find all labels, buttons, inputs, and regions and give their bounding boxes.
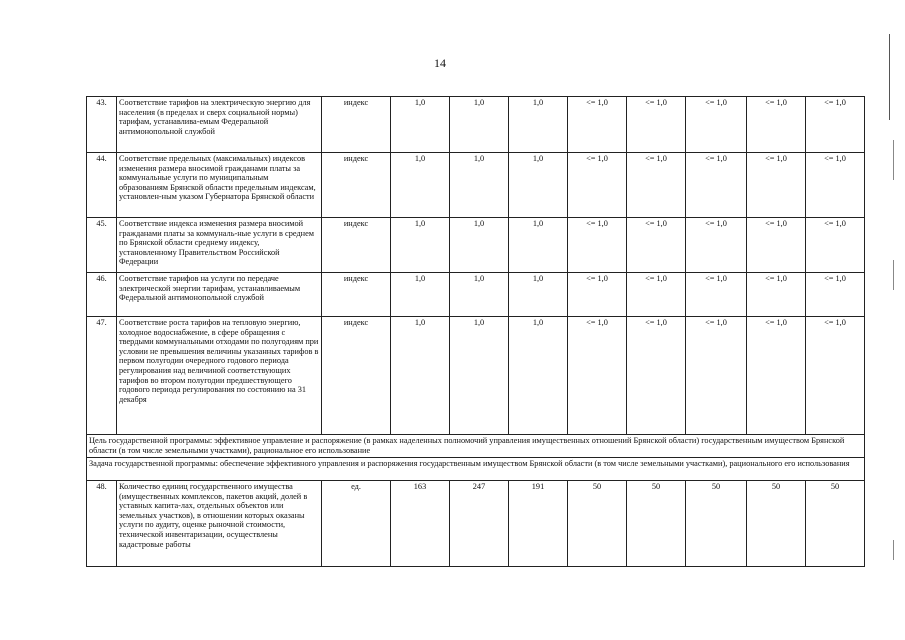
value-cell: <= 1,0 xyxy=(568,97,627,153)
value-cell: 247 xyxy=(450,481,509,567)
value-cell: 50 xyxy=(686,481,747,567)
scan-edge-line xyxy=(889,34,890,120)
value-cell: 191 xyxy=(509,481,568,567)
value-cell: <= 1,0 xyxy=(686,97,747,153)
unit-cell: индекс xyxy=(322,317,391,435)
value-cell: 1,0 xyxy=(450,218,509,273)
value-cell: 1,0 xyxy=(450,317,509,435)
value-cell: <= 1,0 xyxy=(627,273,686,317)
value-cell: 1,0 xyxy=(509,218,568,273)
value-cell: <= 1,0 xyxy=(747,273,806,317)
value-cell: 50 xyxy=(627,481,686,567)
program-task-text: Задача государственной программы: обеспечение эффективного управления и распоряжения государственным имуществом Брянской области (в том числе земельными участками), рационального его использования xyxy=(87,458,865,481)
value-cell: 1,0 xyxy=(509,153,568,218)
indicator-name: Соответствие тарифов на электрическую энергию для населения (в пределах и сверх социальной нормы) тарифам, устанавлива-емым Федеральной антимонопольной службой xyxy=(117,97,322,153)
value-cell: <= 1,0 xyxy=(627,153,686,218)
value-cell: 1,0 xyxy=(391,97,450,153)
table-row xyxy=(87,153,865,218)
value-cell: 50 xyxy=(568,481,627,567)
table-row xyxy=(87,97,865,153)
value-cell: 1,0 xyxy=(450,153,509,218)
value-cell: 1,0 xyxy=(509,97,568,153)
scan-mark xyxy=(893,260,894,290)
row-number: 45. xyxy=(87,218,117,273)
scan-mark xyxy=(893,140,894,180)
value-cell: 1,0 xyxy=(509,317,568,435)
indicator-name: Соответствие предельных (максимальных) индексов изменения размера вносимой гражданами платы за коммунальные услуги по муниципальным образованиям Брянской области предельным индексам, установлен-ным указом Губернатора Брянской области xyxy=(117,153,322,218)
value-cell: <= 1,0 xyxy=(686,153,747,218)
value-cell: 1,0 xyxy=(391,153,450,218)
value-cell: <= 1,0 xyxy=(568,273,627,317)
value-cell: <= 1,0 xyxy=(686,273,747,317)
value-cell: <= 1,0 xyxy=(568,317,627,435)
unit-cell: индекс xyxy=(322,218,391,273)
value-cell: <= 1,0 xyxy=(806,218,865,273)
page-number: 14 xyxy=(434,56,446,70)
indicator-name: Соответствие тарифов на услуги по передаче электрической энергии тарифам, устанавливаемым Федеральной антимонопольной службой xyxy=(117,273,322,317)
value-cell: <= 1,0 xyxy=(568,218,627,273)
row-number: 48. xyxy=(87,481,117,567)
value-cell: 1,0 xyxy=(391,218,450,273)
unit-cell: ед. xyxy=(322,481,391,567)
unit-cell: индекс xyxy=(322,153,391,218)
row-number: 44. xyxy=(87,153,117,218)
indicator-name: Соответствие роста тарифов на тепловую энергию, холодное водоснабжение, в сфере обращения с твердыми коммунальными отходами по полугодиям при условии не превышения величины указанных тарифов в первом полугодии очередного годового периода регулирования над величиной соответствующих тарифов во втором полугодии предшествующего годового периода регулирования по состоянию на 31 декабря xyxy=(117,317,322,435)
value-cell: <= 1,0 xyxy=(806,317,865,435)
unit-cell: индекс xyxy=(322,273,391,317)
value-cell: 1,0 xyxy=(450,97,509,153)
value-cell: <= 1,0 xyxy=(747,153,806,218)
table-row xyxy=(87,481,865,567)
scan-mark xyxy=(893,540,894,560)
value-cell: <= 1,0 xyxy=(627,317,686,435)
value-cell: 1,0 xyxy=(391,273,450,317)
value-cell: <= 1,0 xyxy=(806,153,865,218)
table-row xyxy=(87,218,865,273)
value-cell: <= 1,0 xyxy=(686,218,747,273)
value-cell: <= 1,0 xyxy=(806,273,865,317)
indicator-name: Соответствие индекса изменения размера вносимой гражданами платы за коммуналь-ные услуги в среднем по Брянской области среднему индексу, установленному Правительством Российской Федерации xyxy=(117,218,322,273)
table-row xyxy=(87,317,865,435)
goal-row xyxy=(87,435,865,458)
value-cell: 1,0 xyxy=(391,317,450,435)
row-number: 43. xyxy=(87,97,117,153)
table-row xyxy=(87,273,865,317)
value-cell: <= 1,0 xyxy=(747,317,806,435)
unit-cell: индекс xyxy=(322,97,391,153)
value-cell: <= 1,0 xyxy=(806,97,865,153)
value-cell: 163 xyxy=(391,481,450,567)
program-goal-text: Цель государственной программы: эффективное управление и распоряжение (в рамках наделенных полномочий управления имущественных отношений Брянской области) государственным имуществом Брянской области (в том числе земельными участками), рациональное его использование xyxy=(87,435,865,458)
value-cell: <= 1,0 xyxy=(627,97,686,153)
value-cell: 50 xyxy=(747,481,806,567)
indicators-table xyxy=(86,96,865,567)
value-cell: 1,0 xyxy=(509,273,568,317)
value-cell: <= 1,0 xyxy=(747,97,806,153)
value-cell: <= 1,0 xyxy=(686,317,747,435)
value-cell: 50 xyxy=(806,481,865,567)
value-cell: <= 1,0 xyxy=(747,218,806,273)
row-number: 47. xyxy=(87,317,117,435)
row-number: 46. xyxy=(87,273,117,317)
value-cell: <= 1,0 xyxy=(627,218,686,273)
task-row xyxy=(87,458,865,481)
indicator-name: Количество единиц государственного имущества (имущественных комплексов, пакетов акций, долей в уставных капита-лах, отдельных объектов или земельных участков), в отношении которых оказаны услуги по аудиту, оценке рыночной стоимости, технической инвентаризации, осуществлены кадастровые работы xyxy=(117,481,322,567)
value-cell: <= 1,0 xyxy=(568,153,627,218)
value-cell: 1,0 xyxy=(450,273,509,317)
